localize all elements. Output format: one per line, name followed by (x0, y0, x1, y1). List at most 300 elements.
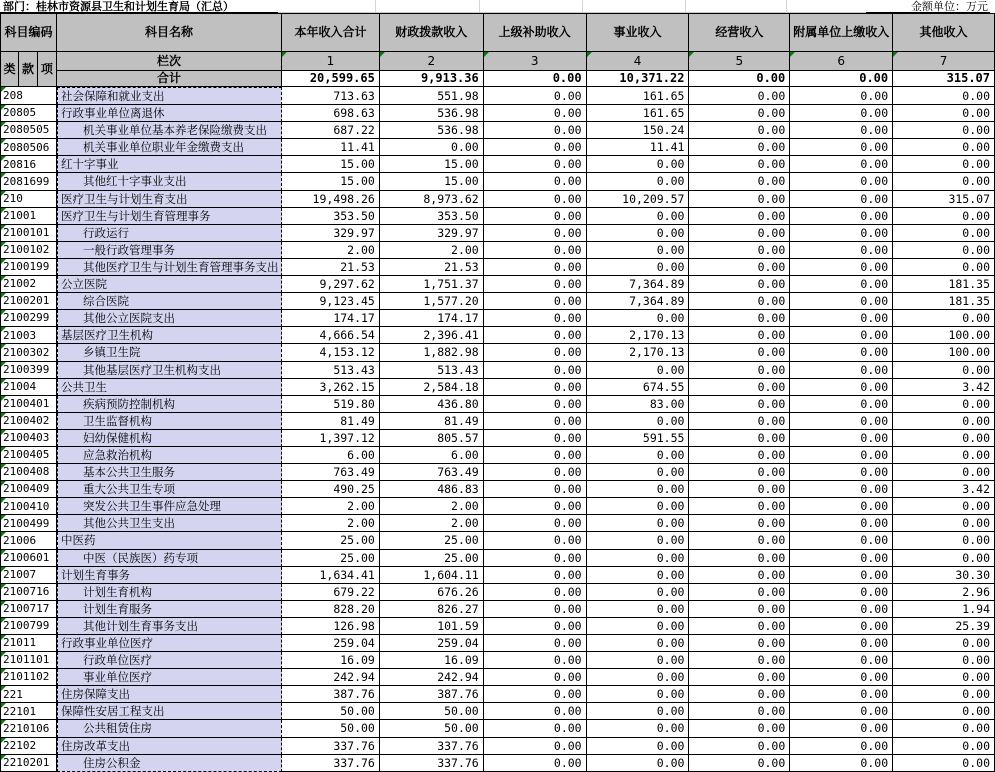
value-cell[interactable]: 828.20 (282, 601, 380, 618)
column-number-cell[interactable]: 5 (689, 52, 790, 71)
value-cell[interactable]: 0.00 (893, 362, 995, 379)
subject-name-cell[interactable]: 疾病预防控制机构 (57, 396, 282, 413)
column-number-cell[interactable]: 1 (282, 52, 380, 71)
value-cell[interactable]: 0.00 (484, 191, 587, 208)
subject-code-cell[interactable]: 22102 (1, 738, 57, 755)
value-cell[interactable]: 0.00 (893, 122, 995, 139)
value-cell[interactable]: 174.17 (282, 310, 380, 327)
value-cell[interactable]: 0.00 (689, 738, 790, 755)
value-cell[interactable]: 0.00 (893, 105, 995, 122)
value-cell[interactable]: 0.00 (790, 276, 893, 293)
subject-code-cell[interactable]: 210 (1, 191, 57, 208)
subject-name-cell[interactable]: 综合医院 (57, 293, 282, 310)
value-cell[interactable]: 0.00 (790, 720, 893, 737)
value-cell[interactable]: 0.00 (484, 515, 587, 532)
value-cell[interactable]: 21.53 (282, 259, 380, 276)
value-cell[interactable]: 0.00 (484, 293, 587, 310)
value-cell[interactable]: 0.00 (689, 447, 790, 464)
total-value-cell[interactable]: 315.07 (893, 71, 995, 87)
value-cell[interactable]: 0.00 (587, 413, 690, 430)
value-cell[interactable]: 0.00 (790, 755, 893, 772)
value-cell[interactable]: 0.00 (893, 430, 995, 447)
value-cell[interactable]: 0.00 (484, 720, 587, 737)
value-cell[interactable]: 0.00 (484, 464, 587, 481)
value-cell[interactable]: 0.00 (587, 584, 690, 601)
value-cell[interactable]: 0.00 (689, 515, 790, 532)
subject-name-cell[interactable]: 公共卫生 (57, 379, 282, 396)
value-cell[interactable]: 150.24 (587, 122, 690, 139)
value-cell[interactable]: 21.53 (380, 259, 484, 276)
value-cell[interactable]: 329.97 (380, 225, 484, 242)
value-cell[interactable]: 0.00 (689, 584, 790, 601)
value-cell[interactable]: 81.49 (380, 413, 484, 430)
value-cell[interactable]: 353.50 (380, 208, 484, 225)
value-cell[interactable]: 161.65 (587, 105, 690, 122)
value-cell[interactable]: 3.42 (893, 379, 995, 396)
value-cell[interactable]: 0.00 (689, 652, 790, 669)
value-cell[interactable]: 0.00 (689, 122, 790, 139)
value-cell[interactable]: 0.00 (484, 703, 587, 720)
department-cell[interactable]: 部门：桂林市资源县卫生和计划生育局（汇总） (0, 0, 278, 13)
value-cell[interactable]: 763.49 (282, 464, 380, 481)
value-cell[interactable]: 0.00 (689, 635, 790, 652)
subject-name-cell[interactable]: 应急救治机构 (57, 447, 282, 464)
value-cell[interactable]: 0.00 (689, 601, 790, 618)
value-cell[interactable]: 1.94 (893, 601, 995, 618)
value-cell[interactable]: 0.00 (893, 703, 995, 720)
value-cell[interactable]: 0.00 (484, 259, 587, 276)
total-value-cell[interactable]: 9,913.36 (380, 71, 484, 87)
value-cell[interactable]: 0.00 (587, 362, 690, 379)
value-cell[interactable]: 0.00 (790, 669, 893, 686)
value-cell[interactable]: 0.00 (484, 276, 587, 293)
value-cell[interactable]: 0.00 (689, 87, 790, 105)
value-cell[interactable]: 591.55 (587, 430, 690, 447)
value-cell[interactable]: 0.00 (893, 498, 995, 515)
subject-name-cell[interactable]: 计划生育事务 (57, 567, 282, 584)
value-cell[interactable]: 387.76 (282, 686, 380, 703)
value-cell[interactable]: 0.00 (587, 652, 690, 669)
value-cell[interactable]: 0.00 (790, 396, 893, 413)
value-cell[interactable]: 1,577.20 (380, 293, 484, 310)
value-cell[interactable]: 0.00 (790, 259, 893, 276)
subject-code-cell[interactable]: 2101101 (1, 652, 57, 669)
value-cell[interactable]: 0.00 (587, 464, 690, 481)
column-number-cell[interactable]: 7 (893, 52, 995, 71)
value-cell[interactable]: 0.00 (484, 122, 587, 139)
header-fiscal-allocation[interactable]: 财政拨款收入 (380, 14, 484, 52)
value-cell[interactable]: 0.00 (893, 87, 995, 105)
value-cell[interactable]: 536.98 (380, 122, 484, 139)
subject-code-cell[interactable]: 221 (1, 686, 57, 703)
value-cell[interactable]: 0.00 (484, 635, 587, 652)
subject-code-cell[interactable]: 21001 (1, 208, 57, 225)
subject-name-cell[interactable]: 基本公共卫生服务 (57, 464, 282, 481)
value-cell[interactable]: 536.98 (380, 105, 484, 122)
subject-name-cell[interactable]: 其他公共卫生支出 (57, 515, 282, 532)
value-cell[interactable]: 0.00 (689, 618, 790, 635)
value-cell[interactable]: 0.00 (484, 156, 587, 173)
value-cell[interactable]: 763.49 (380, 464, 484, 481)
value-cell[interactable]: 337.76 (380, 738, 484, 755)
total-value-cell[interactable]: 10,371.22 (587, 71, 690, 87)
value-cell[interactable]: 2,170.13 (587, 327, 690, 344)
value-cell[interactable]: 0.00 (893, 669, 995, 686)
subject-name-cell[interactable]: 机关事业单位职业年金缴费支出 (57, 139, 282, 156)
subject-code-cell[interactable]: 2100201 (1, 293, 57, 310)
value-cell[interactable]: 0.00 (484, 430, 587, 447)
subject-name-cell[interactable]: 中医（民族医）药专项 (57, 550, 282, 567)
value-cell[interactable]: 15.00 (282, 156, 380, 173)
value-cell[interactable]: 11.41 (587, 139, 690, 156)
value-cell[interactable]: 0.00 (484, 396, 587, 413)
value-cell[interactable]: 0.00 (790, 430, 893, 447)
value-cell[interactable]: 25.00 (380, 532, 484, 549)
subject-code-cell[interactable]: 208 (1, 87, 57, 105)
subject-code-cell[interactable]: 2100402 (1, 413, 57, 430)
value-cell[interactable]: 0.00 (587, 208, 690, 225)
value-cell[interactable]: 0.00 (484, 87, 587, 105)
subject-name-cell[interactable]: 中医药 (57, 532, 282, 549)
subject-name-cell[interactable]: 突发公共卫生事件应急处理 (57, 498, 282, 515)
subject-name-cell[interactable]: 行政运行 (57, 225, 282, 242)
subject-name-cell[interactable]: 行政事业单位离退休 (57, 105, 282, 122)
value-cell[interactable]: 4,666.54 (282, 327, 380, 344)
value-cell[interactable]: 0.00 (893, 738, 995, 755)
value-cell[interactable]: 2,584.18 (380, 379, 484, 396)
subject-code-cell[interactable]: 20805 (1, 105, 57, 122)
value-cell[interactable]: 1,882.98 (380, 344, 484, 361)
value-cell[interactable]: 0.00 (587, 447, 690, 464)
value-cell[interactable]: 0.00 (893, 464, 995, 481)
value-cell[interactable]: 0.00 (790, 327, 893, 344)
value-cell[interactable]: 0.00 (587, 669, 690, 686)
value-cell[interactable]: 0.00 (587, 498, 690, 515)
value-cell[interactable]: 0.00 (484, 208, 587, 225)
value-cell[interactable]: 0.00 (893, 173, 995, 190)
value-cell[interactable]: 0.00 (790, 122, 893, 139)
value-cell[interactable]: 0.00 (484, 173, 587, 190)
value-cell[interactable]: 513.43 (380, 362, 484, 379)
value-cell[interactable]: 100.00 (893, 344, 995, 361)
value-cell[interactable]: 100.00 (893, 327, 995, 344)
value-cell[interactable]: 19,498.26 (282, 191, 380, 208)
value-cell[interactable]: 698.63 (282, 105, 380, 122)
value-cell[interactable]: 1,604.11 (380, 567, 484, 584)
value-cell[interactable]: 181.35 (893, 293, 995, 310)
value-cell[interactable]: 101.59 (380, 618, 484, 635)
value-cell[interactable]: 0.00 (484, 310, 587, 327)
subject-name-cell[interactable]: 其他计划生育事务支出 (57, 618, 282, 635)
subject-name-cell[interactable]: 行政单位医疗 (57, 652, 282, 669)
subject-name-cell[interactable]: 社会保障和就业支出 (57, 87, 282, 105)
value-cell[interactable]: 0.00 (689, 327, 790, 344)
value-cell[interactable]: 9,123.45 (282, 293, 380, 310)
value-cell[interactable]: 2,170.13 (587, 344, 690, 361)
value-cell[interactable]: 16.09 (282, 652, 380, 669)
subject-code-cell[interactable]: 2100299 (1, 310, 57, 327)
total-value-cell[interactable]: 0.00 (484, 71, 587, 87)
value-cell[interactable]: 0.00 (484, 105, 587, 122)
value-cell[interactable]: 0.00 (587, 532, 690, 549)
value-cell[interactable]: 9,297.62 (282, 276, 380, 293)
value-cell[interactable]: 7,364.89 (587, 276, 690, 293)
header-total-income[interactable]: 本年收入合计 (282, 14, 380, 52)
value-cell[interactable]: 0.00 (689, 703, 790, 720)
value-cell[interactable]: 0.00 (790, 635, 893, 652)
subject-name-cell[interactable]: 卫生监督机构 (57, 413, 282, 430)
value-cell[interactable]: 0.00 (893, 310, 995, 327)
value-cell[interactable]: 0.00 (790, 584, 893, 601)
total-value-cell[interactable]: 0.00 (689, 71, 790, 87)
value-cell[interactable]: 0.00 (893, 720, 995, 737)
value-cell[interactable]: 0.00 (484, 379, 587, 396)
subject-code-cell[interactable]: 2081699 (1, 173, 57, 190)
value-cell[interactable]: 0.00 (893, 225, 995, 242)
value-cell[interactable]: 0.00 (689, 362, 790, 379)
value-cell[interactable]: 0.00 (893, 413, 995, 430)
header-other-income[interactable]: 其他收入 (893, 14, 995, 52)
value-cell[interactable]: 0.00 (689, 310, 790, 327)
value-cell[interactable]: 161.65 (587, 87, 690, 105)
lanci-label-cell[interactable]: 栏次 (57, 52, 282, 71)
value-cell[interactable]: 0.00 (893, 652, 995, 669)
subject-code-cell[interactable]: 21003 (1, 327, 57, 344)
value-cell[interactable]: 0.00 (790, 139, 893, 156)
value-cell[interactable]: 83.00 (587, 396, 690, 413)
subject-code-cell[interactable]: 2100716 (1, 584, 57, 601)
value-cell[interactable]: 81.49 (282, 413, 380, 430)
value-cell[interactable]: 0.00 (484, 327, 587, 344)
value-cell[interactable]: 0.00 (484, 755, 587, 772)
subject-code-cell[interactable]: 2100601 (1, 550, 57, 567)
value-cell[interactable]: 490.25 (282, 481, 380, 498)
subject-code-cell[interactable]: 21011 (1, 635, 57, 652)
value-cell[interactable]: 50.00 (380, 720, 484, 737)
subject-name-cell[interactable]: 医疗卫生与计划生育支出 (57, 191, 282, 208)
subject-name-cell[interactable]: 计划生育服务 (57, 601, 282, 618)
value-cell[interactable]: 0.00 (790, 379, 893, 396)
value-cell[interactable]: 126.98 (282, 618, 380, 635)
value-cell[interactable]: 679.22 (282, 584, 380, 601)
value-cell[interactable]: 337.76 (282, 738, 380, 755)
value-cell[interactable]: 0.00 (587, 618, 690, 635)
subject-code-cell[interactable]: 21002 (1, 276, 57, 293)
subject-name-cell[interactable]: 住房公积金 (57, 755, 282, 772)
value-cell[interactable]: 0.00 (790, 686, 893, 703)
value-cell[interactable]: 0.00 (689, 105, 790, 122)
subject-name-cell[interactable]: 重大公共卫生专项 (57, 481, 282, 498)
value-cell[interactable]: 0.00 (587, 738, 690, 755)
value-cell[interactable]: 0.00 (790, 532, 893, 549)
subject-code-cell[interactable]: 2100408 (1, 464, 57, 481)
column-number-cell[interactable]: 6 (790, 52, 893, 71)
header-operating-income[interactable]: 事业收入 (587, 14, 690, 52)
subject-name-cell[interactable]: 基层医疗卫生机构 (57, 327, 282, 344)
value-cell[interactable]: 174.17 (380, 310, 484, 327)
value-cell[interactable]: 50.00 (282, 703, 380, 720)
value-cell[interactable]: 0.00 (587, 686, 690, 703)
value-cell[interactable]: 6.00 (282, 447, 380, 464)
subject-code-cell[interactable]: 2210106 (1, 720, 57, 737)
value-cell[interactable]: 0.00 (587, 156, 690, 173)
value-cell[interactable]: 0.00 (790, 173, 893, 190)
value-cell[interactable]: 0.00 (790, 601, 893, 618)
value-cell[interactable]: 0.00 (790, 225, 893, 242)
value-cell[interactable]: 16.09 (380, 652, 484, 669)
value-cell[interactable]: 0.00 (484, 601, 587, 618)
value-cell[interactable]: 0.00 (484, 618, 587, 635)
value-cell[interactable]: 50.00 (380, 703, 484, 720)
value-cell[interactable]: 242.94 (282, 669, 380, 686)
subject-name-cell[interactable]: 红十字事业 (57, 156, 282, 173)
value-cell[interactable]: 0.00 (689, 225, 790, 242)
value-cell[interactable]: 337.76 (282, 755, 380, 772)
value-cell[interactable]: 0.00 (484, 532, 587, 549)
value-cell[interactable]: 0.00 (689, 550, 790, 567)
subject-code-cell[interactable]: 2100302 (1, 344, 57, 361)
subject-name-cell[interactable]: 其他公立医院支出 (57, 310, 282, 327)
value-cell[interactable]: 0.00 (689, 481, 790, 498)
value-cell[interactable]: 0.00 (484, 242, 587, 259)
value-cell[interactable]: 2.00 (282, 515, 380, 532)
value-cell[interactable]: 0.00 (790, 481, 893, 498)
value-cell[interactable]: 0.00 (893, 156, 995, 173)
value-cell[interactable]: 0.00 (790, 703, 893, 720)
value-cell[interactable]: 10,209.57 (587, 191, 690, 208)
value-cell[interactable]: 486.83 (380, 481, 484, 498)
value-cell[interactable]: 0.00 (689, 191, 790, 208)
value-cell[interactable]: 25.00 (282, 550, 380, 567)
value-cell[interactable]: 0.00 (790, 242, 893, 259)
value-cell[interactable]: 7,364.89 (587, 293, 690, 310)
value-cell[interactable]: 15.00 (380, 156, 484, 173)
value-cell[interactable]: 676.26 (380, 584, 484, 601)
value-cell[interactable]: 2.00 (380, 242, 484, 259)
value-cell[interactable]: 0.00 (893, 550, 995, 567)
column-number-cell[interactable]: 2 (380, 52, 484, 71)
total-label-cell[interactable]: 合计 (57, 71, 282, 87)
subject-code-cell[interactable]: 2100405 (1, 447, 57, 464)
value-cell[interactable]: 551.98 (380, 87, 484, 105)
value-cell[interactable]: 0.00 (790, 652, 893, 669)
value-cell[interactable]: 329.97 (282, 225, 380, 242)
value-cell[interactable]: 0.00 (790, 550, 893, 567)
subject-name-cell[interactable]: 计划生育机构 (57, 584, 282, 601)
value-cell[interactable]: 0.00 (587, 635, 690, 652)
value-cell[interactable]: 2.00 (380, 515, 484, 532)
column-number-cell[interactable]: 4 (587, 52, 690, 71)
subject-code-cell[interactable]: 21007 (1, 567, 57, 584)
value-cell[interactable]: 0.00 (587, 515, 690, 532)
value-cell[interactable]: 0.00 (790, 618, 893, 635)
value-cell[interactable]: 25.00 (380, 550, 484, 567)
value-cell[interactable]: 805.57 (380, 430, 484, 447)
value-cell[interactable]: 0.00 (790, 310, 893, 327)
value-cell[interactable]: 315.07 (893, 191, 995, 208)
value-cell[interactable]: 0.00 (689, 139, 790, 156)
value-cell[interactable]: 353.50 (282, 208, 380, 225)
value-cell[interactable]: 0.00 (790, 105, 893, 122)
subject-name-cell[interactable]: 公立医院 (57, 276, 282, 293)
value-cell[interactable]: 0.00 (689, 173, 790, 190)
subject-code-cell[interactable]: 2100410 (1, 498, 57, 515)
subject-code-cell[interactable]: 2100717 (1, 601, 57, 618)
subject-name-cell[interactable]: 其他基层医疗卫生机构支出 (57, 362, 282, 379)
value-cell[interactable]: 0.00 (689, 379, 790, 396)
subject-name-cell[interactable]: 医疗卫生与计划生育管理事务 (57, 208, 282, 225)
subject-name-cell[interactable]: 其他医疗卫生与计划生育管理事务支出 (57, 259, 282, 276)
subject-code-cell[interactable]: 20816 (1, 156, 57, 173)
subject-code-cell[interactable]: 2100409 (1, 481, 57, 498)
value-cell[interactable]: 0.00 (484, 447, 587, 464)
value-cell[interactable]: 15.00 (380, 173, 484, 190)
header-affiliated-units[interactable]: 附属单位上缴收入 (790, 14, 893, 52)
value-cell[interactable]: 0.00 (689, 755, 790, 772)
value-cell[interactable]: 0.00 (689, 208, 790, 225)
value-cell[interactable]: 0.00 (689, 396, 790, 413)
value-cell[interactable]: 25.00 (282, 532, 380, 549)
subject-name-cell[interactable]: 保障性安居工程支出 (57, 703, 282, 720)
value-cell[interactable]: 0.00 (790, 464, 893, 481)
value-cell[interactable]: 0.00 (893, 532, 995, 549)
subject-code-cell[interactable]: 2080506 (1, 139, 57, 156)
value-cell[interactable]: 0.00 (689, 669, 790, 686)
value-cell[interactable]: 0.00 (790, 87, 893, 105)
value-cell[interactable]: 436.80 (380, 396, 484, 413)
value-cell[interactable]: 0.00 (689, 259, 790, 276)
value-cell[interactable]: 0.00 (689, 156, 790, 173)
value-cell[interactable]: 0.00 (893, 515, 995, 532)
value-cell[interactable]: 0.00 (790, 413, 893, 430)
subject-code-cell[interactable]: 2210201 (1, 755, 57, 772)
header-superior-subsidy[interactable]: 上级补助收入 (484, 14, 587, 52)
value-cell[interactable]: 513.43 (282, 362, 380, 379)
value-cell[interactable]: 0.00 (790, 293, 893, 310)
subject-name-cell[interactable]: 公共租赁住房 (57, 720, 282, 737)
value-cell[interactable]: 0.00 (790, 191, 893, 208)
column-number-cell[interactable]: 3 (484, 52, 587, 71)
value-cell[interactable]: 0.00 (893, 139, 995, 156)
subject-code-cell[interactable]: 2100102 (1, 242, 57, 259)
value-cell[interactable]: 0.00 (587, 225, 690, 242)
value-cell[interactable]: 242.94 (380, 669, 484, 686)
value-cell[interactable]: 1,751.37 (380, 276, 484, 293)
value-cell[interactable]: 0.00 (484, 550, 587, 567)
unit-cell[interactable]: 金额单位：万元 (866, 0, 990, 13)
header-subject-code[interactable]: 科目编码 (1, 14, 57, 52)
value-cell[interactable]: 0.00 (587, 550, 690, 567)
subject-code-cell[interactable]: 2101102 (1, 669, 57, 686)
value-cell[interactable]: 0.00 (484, 738, 587, 755)
value-cell[interactable]: 15.00 (282, 173, 380, 190)
subject-code-cell[interactable]: 2100799 (1, 618, 57, 635)
value-cell[interactable]: 0.00 (790, 738, 893, 755)
subject-name-cell[interactable]: 住房保障支出 (57, 686, 282, 703)
subject-name-cell[interactable]: 妇幼保健机构 (57, 430, 282, 447)
subject-code-cell[interactable]: 2080505 (1, 122, 57, 139)
value-cell[interactable]: 50.00 (282, 720, 380, 737)
value-cell[interactable]: 0.00 (893, 686, 995, 703)
value-cell[interactable]: 0.00 (587, 259, 690, 276)
subject-name-cell[interactable]: 机关事业单位基本养老保险缴费支出 (57, 122, 282, 139)
value-cell[interactable]: 1,634.41 (282, 567, 380, 584)
value-cell[interactable]: 0.00 (484, 669, 587, 686)
value-cell[interactable]: 2.00 (282, 242, 380, 259)
value-cell[interactable]: 0.00 (893, 259, 995, 276)
subject-code-cell[interactable]: 2100403 (1, 430, 57, 447)
value-cell[interactable]: 259.04 (380, 635, 484, 652)
